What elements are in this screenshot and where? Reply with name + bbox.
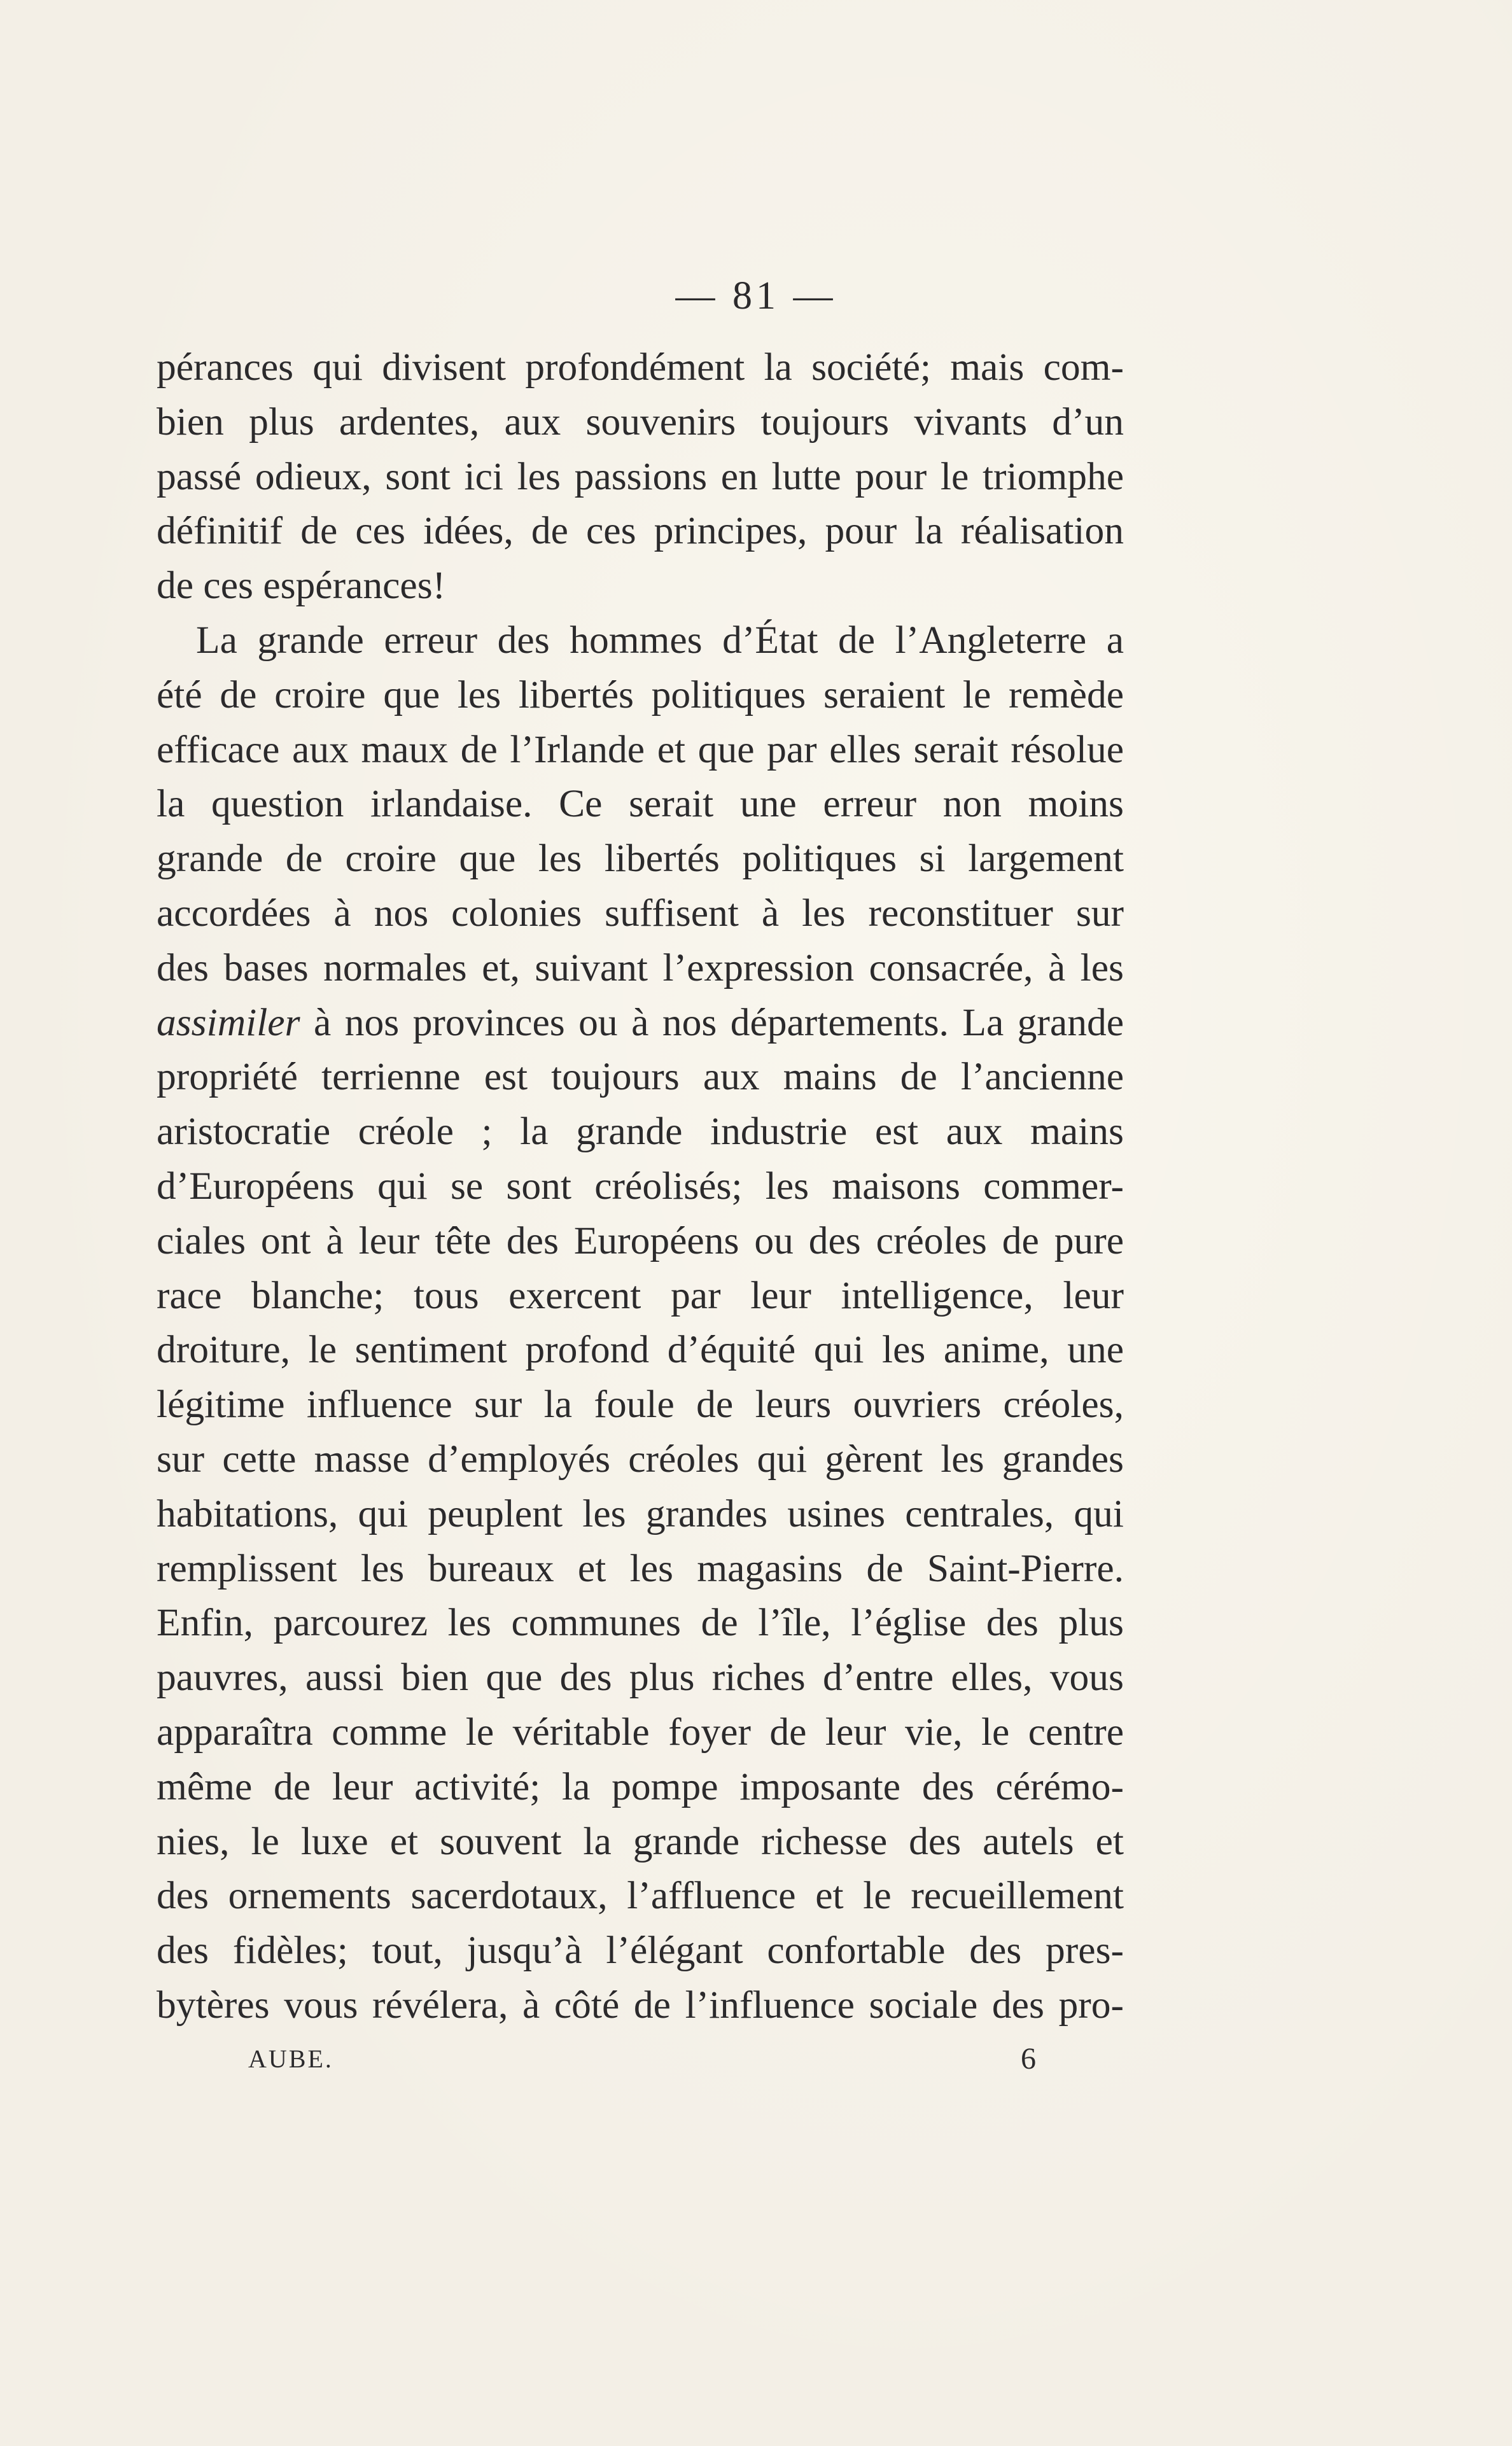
sheet-number: 6 — [1021, 2042, 1036, 2076]
text-line: même de leur activité; la pompe imposante des cérémo- — [157, 1765, 1124, 1808]
text-line: légitime influence sur la foule de leurs ouvriers créoles, — [157, 1383, 1124, 1427]
text-line: été de croire que les libertés politiques seraient le remède — [157, 673, 1124, 716]
text-line: race blanche; tous exercent par leur intelligence, leur — [157, 1273, 1124, 1317]
text-line: des ornements sacerdotaux, l’affluence et le recueillement — [157, 1874, 1124, 1918]
text-line: bien plus ardentes, aux souvenirs toujours vivants d’un — [157, 400, 1124, 444]
text-line: La grande erreur des hommes d’État de l’Angleterre a — [196, 618, 1124, 662]
line-remainder: à nos provinces ou à nos départements. La grande — [313, 1000, 1124, 1044]
text-line: propriété terrienne est toujours aux mains de l’ancienne — [157, 1055, 1124, 1099]
text-line-with-italic — [157, 996, 1124, 1051]
text-line: grande de croire que les libertés politiques si largement — [157, 837, 1124, 881]
text-line: Enfin, parcourez les communes de l’île, l’église des plus — [157, 1601, 1124, 1645]
text-line: passé odieux, sont ici les passions en lutte pour le triomphe — [157, 454, 1124, 498]
text-line: efficace aux maux de l’Irlande et que par elles serait résolue — [157, 727, 1124, 771]
text-line: remplissent les bureaux et les magasins de Saint-Pierre. — [157, 1546, 1124, 1590]
text-line: définitif de ces idées, de ces principes, pour la réalisation — [157, 509, 1124, 553]
text-line: bytères vous révélera, à côté de l’influence sociale des pro- — [157, 1983, 1124, 2027]
page-number: — 81 — — [675, 274, 837, 318]
text-line: pérances qui divisent profondément la société; mais com- — [157, 346, 1124, 389]
text-line: la question irlandaise. Ce serait une erreur non moins — [157, 782, 1124, 826]
text-line: nies, le luxe et souvent la grande richesse des autels et — [157, 1819, 1124, 1863]
text-line: droiture, le sentiment profond d’équité qui les anime, une — [157, 1328, 1124, 1372]
signature-mark: AUBE. — [248, 2044, 333, 2073]
text-line: de ces espérances! — [157, 564, 446, 608]
text-line: habitations, qui peuplent les grandes usines centrales, qui — [157, 1492, 1124, 1535]
text-line: des bases normales et, suivant l’expression consacrée, à les — [157, 946, 1124, 989]
text-line: aristocratie créole ; la grande industrie est aux mains — [157, 1110, 1124, 1154]
text-line: d’Européens qui se sont créolisés; les maisons commer- — [157, 1164, 1124, 1208]
text-line: pauvres, aussi bien que des plus riches d’entre elles, vous — [157, 1656, 1124, 1700]
body-text — [157, 340, 1124, 2033]
italic-word: assimiler — [157, 1000, 300, 1044]
text-line: accordées à nos colonies suffisent à les reconstituer sur — [157, 891, 1124, 935]
text-line: sur cette masse d’employés créoles qui gèrent les grandes — [157, 1437, 1124, 1481]
text-line: ciales ont à leur tête des Européens ou des créoles de pure — [157, 1219, 1124, 1262]
text-line: des fidèles; tout, jusqu’à l’élégant confortable des pres- — [157, 1929, 1124, 1973]
text-line: apparaîtra comme le véritable foyer de leur vie, le centre — [157, 1710, 1124, 1754]
